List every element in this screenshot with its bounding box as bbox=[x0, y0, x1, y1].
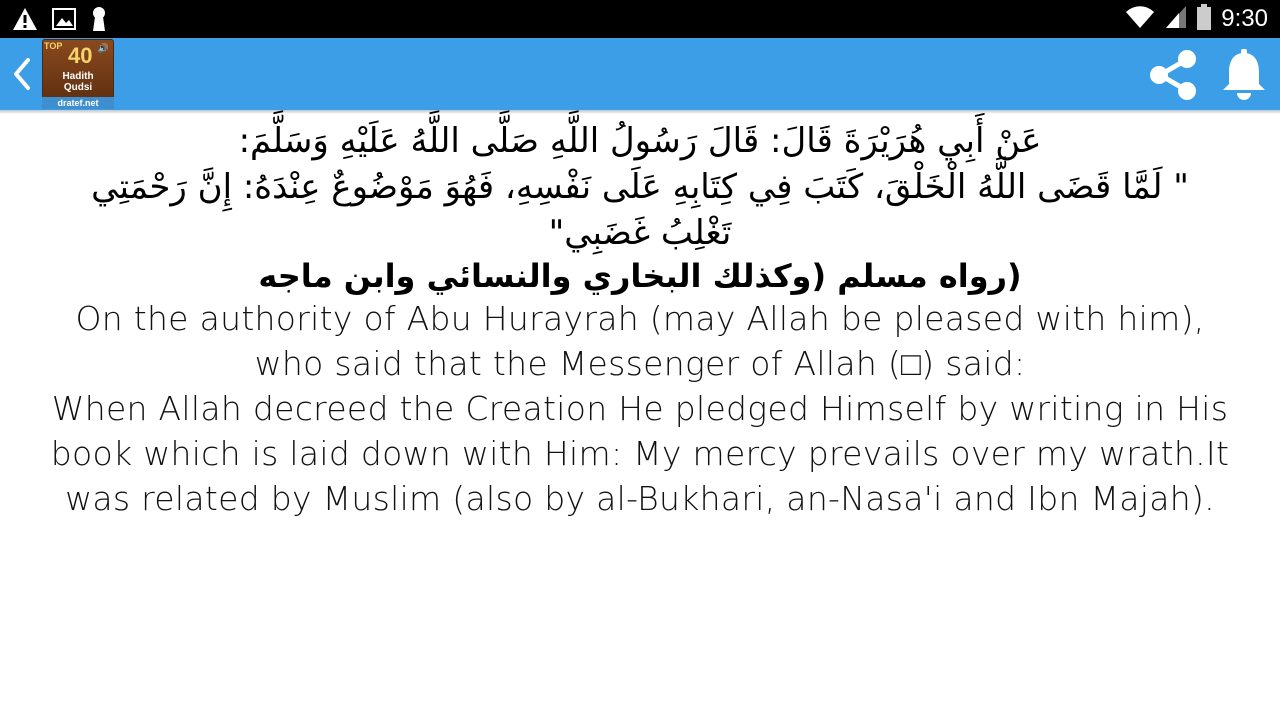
logo-title bbox=[42, 71, 114, 93]
app-bar bbox=[0, 38, 1280, 110]
notification-icons bbox=[12, 6, 108, 36]
arabic-source: (رواه مسلم (وكذلك البخاري والنسائي وابن ماجه bbox=[258, 257, 1022, 295]
notification-button[interactable] bbox=[1218, 48, 1270, 102]
english-intro-line1: On the authority of Abu Hurayrah (may Allah be pleased with him), bbox=[75, 299, 1205, 338]
battery-icon bbox=[1197, 4, 1211, 34]
app-logo[interactable] bbox=[42, 39, 114, 109]
keyhole-icon bbox=[90, 6, 108, 36]
logo-title-line2: Qudsi bbox=[63, 82, 93, 93]
logo-site: dratef.net bbox=[42, 97, 114, 109]
app-bar-shadow bbox=[0, 110, 1280, 114]
speaker-icon: 🔊 bbox=[97, 43, 109, 53]
share-button[interactable] bbox=[1146, 48, 1200, 102]
image-icon bbox=[52, 8, 76, 34]
clock: 9:30 bbox=[1221, 5, 1268, 32]
system-icons bbox=[1125, 4, 1268, 34]
logo-title-line1: Hadith bbox=[62, 71, 94, 82]
back-button[interactable] bbox=[8, 56, 36, 92]
share-icon bbox=[1146, 48, 1200, 102]
bell-icon bbox=[1218, 48, 1270, 102]
arabic-intro: عَنْ أَبِي هُرَيْرَةَ قَالَ: قَالَ رَسُولُ اللَّهِ صَلَّى اللَّهُ عَلَيْهِ وَسَلَّمَ: bbox=[238, 121, 1042, 161]
wifi-icon bbox=[1125, 5, 1155, 33]
hadith-content bbox=[0, 118, 1280, 521]
status-bar bbox=[0, 0, 1280, 38]
english-intro-line2: who said that the Messenger of Allah (□) said: bbox=[254, 344, 1026, 383]
back-arrow-icon bbox=[8, 56, 36, 92]
signal-icon bbox=[1165, 5, 1187, 33]
arabic-text: " لَمَّا قَضَى اللَّهُ الْخَلْقَ، كَتَبَ فِي كِتَابِهِ عَلَى نَفْسِهِ، فَهُوَ مَوْضُوعٌ عِنْدَهُ: إِنَّ رَحْمَتِي تَغْلِبُ غَضَبِي" bbox=[91, 167, 1189, 253]
english-text: When Allah decreed the Creation He pledged Himself by writing in His book which is laid down with Him: My mercy prevails over my wrath.It was related by Muslim (also by al-Bukhari, an-Nasa'i and Ibn Majah). bbox=[50, 389, 1230, 518]
logo-number: 40 bbox=[68, 43, 93, 68]
warning-icon bbox=[12, 7, 38, 35]
logo-top-label: TOP bbox=[44, 41, 63, 51]
